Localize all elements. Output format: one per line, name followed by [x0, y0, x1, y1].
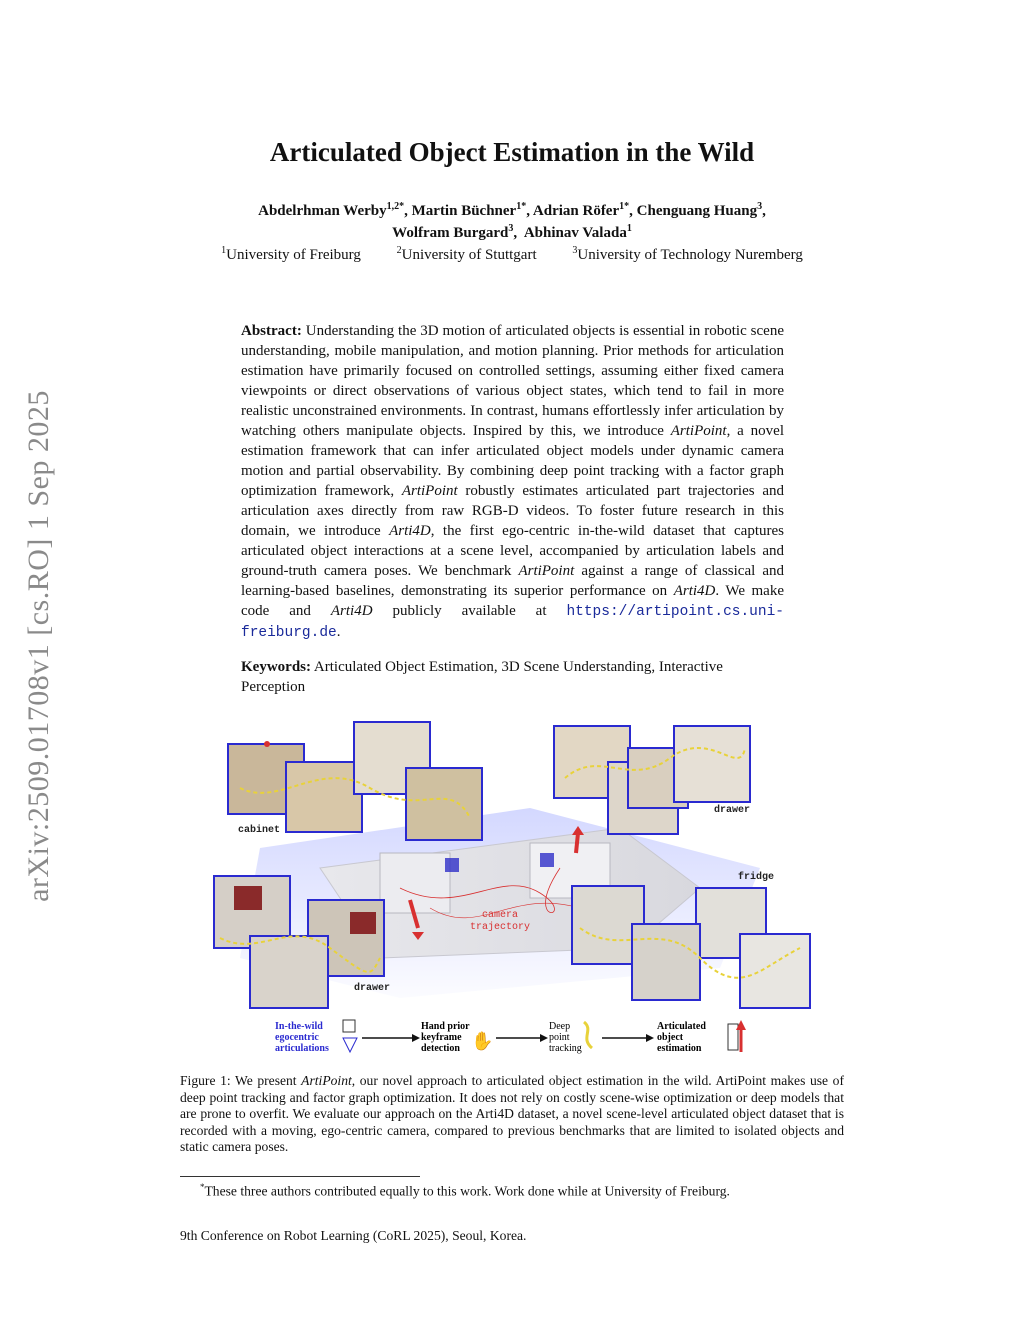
video-frame: [674, 726, 750, 802]
arrow-head-icon: [412, 1034, 420, 1042]
author-sup: 3: [508, 223, 514, 234]
affiliations: [150, 245, 874, 264]
paper-title: Articulated Object Estimation in the Wild: [269, 137, 755, 167]
keypoint-dot: [264, 741, 270, 747]
author-name: Abhinav Valada: [523, 225, 627, 241]
arrow-head-icon: [540, 1034, 548, 1042]
footnote-rule: [180, 1176, 420, 1177]
abstract-label: Abstract:: [241, 323, 302, 339]
pipeline-step2-line: keyframe: [421, 1032, 462, 1043]
video-frame: [286, 762, 362, 832]
pipeline-step1-line: articulations: [275, 1043, 329, 1054]
drawer-bottom-label: drawer: [354, 983, 391, 994]
pipeline-step3-line: tracking: [549, 1043, 582, 1054]
articulation-axis-arrow-icon: [576, 833, 578, 853]
pipeline-step2-line: Hand prior: [421, 1021, 470, 1032]
hand-icon: ✋: [471, 1031, 494, 1051]
author-name: Abdelrhman Werby: [258, 203, 387, 219]
author-name: Wolfram Burgard: [392, 225, 509, 241]
author-list-line2: Wolfram Burgard$^3$, Abhinav Valada$^1$: [392, 223, 632, 241]
camera-frustum-icon: [445, 858, 459, 872]
drawer-top-label: drawer: [714, 805, 751, 816]
figure-caption: Figure 1: We present ArtiPoint, our novel approach to articulated object estimation in the wild. ArtiPoint makes use of deep point tracking and factor graph optimization. It does not rely on costly scene-wise optimization or deep models that are prone to overfit. We evaluate our approach on the Arti4D dataset, a novel scene-level articulated object dataset that is recorded with a moving, ego-centric camera, compared to previous benchmarks that are limited to isolated objects and static camera poses.: [180, 1073, 844, 1155]
pipeline-step4-line: Articulated: [657, 1021, 706, 1032]
footnote: *These three authors contributed equally to this work. Work done while at University of Freiburg.: [200, 1182, 730, 1199]
drawer-top-frames: [554, 726, 750, 834]
author-sup: 1,2*: [386, 201, 405, 212]
arrow-head-icon: [646, 1034, 654, 1042]
author-name: Adrian Röfer: [532, 203, 620, 219]
pipeline-step1-line: egocentric: [275, 1032, 319, 1043]
abstract: Abstract: Understanding the 3D motion of articulated objects is essential in robotic scene understanding, mobile manipulation, and motion planning. Prior methods for articulation estimation have primarily focused on controlled settings, assuming either fixed camera viewpoints or direct observations of various object states, which tend to fail in more realistic unconstrained environments. In contrast, humans effortlessly infer articulation by watching others manipulate objects. Inspired by this, we introduce ArtiPoint, a novel estimation framework that can infer articulated object models under dynamic camera motion and partial observability. By combining deep point tracking with a factor graph optimization framework, ArtiPoint robustly estimates articulated part trajectories and articulation axes directly from raw RGB-D videos. To foster future research in this domain, we introduce Arti4D, the first ego-centric in-the-wild dataset that captures articulated object interactions at a scene level, accompanied by articulation labels and ground-truth camera poses. We benchmark ArtiPoint against a range of classical and learning-based baselines, demonstrating its superior performance on Arti4D. We make code and Arti4D publicly available at https://artipoint.cs.uni-freiburg.de.: [241, 323, 785, 641]
scene-object: [380, 853, 450, 913]
camera-label: camera: [481, 910, 519, 921]
figure-1: [200, 718, 824, 1058]
point-track-icon: [584, 1022, 592, 1048]
keywords: Keywords: Articulated Object Estimation, 3D Scene Understanding, Interactive Perception: [241, 659, 723, 695]
author-sup: 1: [626, 223, 632, 234]
pipeline-step3-line: point: [549, 1032, 570, 1043]
door-icon: [728, 1024, 738, 1050]
author-sup: 3: [757, 201, 763, 212]
pipeline-step2-line: detection: [421, 1043, 460, 1054]
author-name: Martin Büchner: [411, 203, 517, 219]
pipeline: [275, 1020, 746, 1054]
cabinet-frames: [228, 722, 482, 840]
cabinet-label: cabinet: [238, 825, 281, 836]
camera-icon: [343, 1020, 355, 1032]
author-sup: 1*: [619, 201, 630, 212]
scene-object: [350, 912, 376, 934]
conference-note: 9th Conference on Robot Learning (CoRL 2025), Seoul, Korea.: [180, 1228, 527, 1243]
frustum-icon: [343, 1038, 357, 1052]
author-sup: 1*: [516, 201, 527, 212]
trajectory-label: trajectory: [469, 922, 531, 933]
scene-object: [234, 886, 262, 910]
camera-frustum-icon: [540, 853, 554, 867]
video-frame: [406, 768, 482, 840]
pipeline-step4-line: estimation: [657, 1043, 702, 1054]
video-frame: [250, 936, 328, 1008]
video-frame: [632, 924, 700, 1000]
pipeline-step1-line: In-the-wild: [275, 1021, 323, 1032]
arxiv-identifier: arXiv:2509.01708v1 [cs.RO] 1 Sep 2025: [22, 390, 55, 902]
pipeline-step4-line: object: [657, 1032, 684, 1043]
fridge-label: fridge: [738, 872, 775, 883]
author-name: Chenguang Huang: [636, 203, 758, 219]
affiliation: $^1$University of Freiburg: [221, 245, 361, 263]
affiliation: $^2$University of Stuttgart: [396, 245, 537, 263]
pipeline-step3-line: Deep: [549, 1021, 571, 1032]
affiliation: $^3$University of Technology Nuremberg: [572, 245, 803, 263]
author-list-line1: Abdelrhman Werby$^{1,2*}$, Martin Büchner$^{1*}$, Adrian Röfer$^{1*}$, Chenguang Huang$^3$,: [258, 201, 766, 219]
project-url-link[interactable]: https://artipoint.cs.uni-freiburg.de: [241, 604, 784, 641]
video-frame: [740, 934, 810, 1008]
keywords-label: Keywords:: [241, 659, 311, 675]
